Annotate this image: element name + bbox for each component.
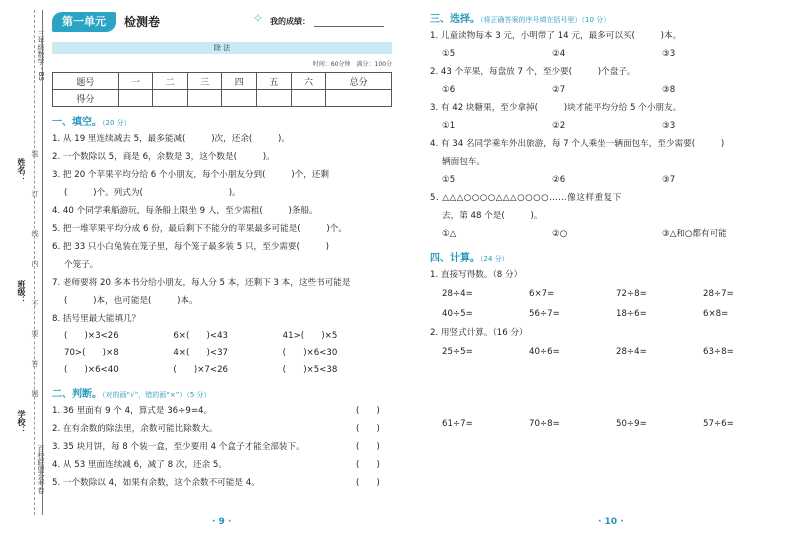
score-table [52,72,392,107]
calc-item: 56÷7= [529,309,560,319]
score-table-row [53,90,392,107]
work-space[interactable] [430,362,790,414]
option[interactable]: ②4 [552,49,566,59]
answer-paren[interactable]: ( ) [356,478,380,488]
fill-row [52,328,392,345]
option[interactable]: ③3 [662,121,676,131]
calc-item: 72÷8= [616,289,647,299]
strip-symbol: 不 [31,300,39,307]
option[interactable]: ③△和○都有可能 [662,229,727,239]
fill-item: ( )×7<26 [173,365,229,375]
calc-item: 18÷6= [616,309,647,319]
question-cont: 个笼子。 [64,260,99,270]
subsection-title: 2. 用竖式计算。（16 分） [430,328,528,338]
unit-badge: 第一单元 [52,12,116,32]
options [430,45,790,63]
judge-question [52,402,392,420]
grade-label: 三年级数学 · BS [37,30,45,81]
table-cell: 得分 [53,90,119,107]
fill-row [52,345,392,362]
question: 1. 儿童读物每本 3 元，小明带了 14 元，最多可以买( )本。 [430,31,682,41]
calc-item: 28÷4= [442,289,473,299]
question: 3. 有 42 块糖果，至少拿掉( )块才能平均分给 5 个小朋友。 [430,103,682,113]
calc-row [430,304,790,324]
fill-item: ( )×5<38 [282,365,338,375]
section-title: 四、计算。 [430,253,480,264]
question: 4. 有 34 名同学乘车外出旅游，每 7 个人乘坐一辆面包车，至少需要( ) [430,139,725,149]
option[interactable]: ③7 [662,175,676,185]
test-header [52,8,392,38]
fill-row [52,362,392,379]
topic-bar: 除 法 [52,42,392,54]
section-subtitle: （对的画“√”，错的画“×”）（5 分） [102,391,211,399]
strip-symbol: 内 [31,260,39,267]
question: 1. 从 19 里连续减去 5，最多能减( )次，还余( )。 [52,134,291,144]
strip-symbol: 题 [31,390,39,397]
page-number: · 9 · [212,517,232,527]
table-cell: 题号 [53,73,119,90]
table-cell: 总分 [326,73,392,90]
options [430,225,790,243]
option[interactable]: ①5 [442,175,456,185]
fill-item: 70>( )×8 [64,348,119,358]
calc-item: 6×7= [529,289,555,299]
calc-item: 57÷6= [703,419,734,429]
score-cell[interactable] [153,90,188,107]
strip-symbol: 线 [31,230,39,237]
option[interactable]: ①5 [442,49,456,59]
section-title: 一、填空。 [52,117,102,128]
margin-line [42,10,43,515]
subsection-title: 1. 直接写得数。（8 分） [430,270,523,280]
question-text: 4. 从 53 里面连续减 6，减了 8 次，还余 5。 [52,460,227,470]
score-cell[interactable] [222,90,257,107]
calc-item: 40÷5= [442,309,473,319]
answer-paren[interactable]: ( ) [356,424,380,434]
judge-question [52,456,392,474]
fill-item: ( )×6<30 [282,348,338,358]
option[interactable]: ①6 [442,85,456,95]
options [430,81,790,99]
section-subtitle: （20 分） [102,119,131,127]
question: 4. 40 个同学乘船游玩，每条船上限坐 9 人，至少需租( )条船。 [52,206,318,216]
table-cell: 一 [118,73,153,90]
options [430,171,790,189]
calc-row [430,342,790,362]
question-cont: ( )个。列式为( )。 [64,188,241,198]
section-fill [52,113,392,128]
calc-item: 25÷5= [442,347,473,357]
question: 7. 老师要将 20 多本书分给小朋友，每人分 5 本，还剩下 3 本，这些书可能是 [52,278,351,288]
table-cell: 二 [153,73,188,90]
score-input[interactable] [314,26,384,27]
calc-item: 63÷8= [703,347,734,357]
table-cell: 四 [222,73,257,90]
strip-symbol: 答 [31,360,39,367]
right-content [430,8,790,434]
score-label: 我的成绩： [270,17,310,26]
option[interactable]: ②7 [552,85,566,95]
question: 2. 一个数除以 5，商是 6，余数是 3，这个数是( )。 [52,152,275,162]
judge-question [52,474,392,492]
score-table-header [53,73,392,90]
option[interactable]: ①△ [442,229,457,239]
fill-item: ( )×3<26 [64,331,119,341]
table-cell: 六 [291,73,326,90]
option[interactable]: ②6 [552,175,566,185]
question-text: 5. 一个数除以 4，如果有余数，这个余数不可能是 4。 [52,478,260,488]
judge-question [52,420,392,438]
fill-item: ( )×6<40 [64,365,119,375]
option[interactable]: ③3 [662,49,676,59]
question: 3. 把 20 个苹果平均分给 6 个小朋友，每个小朋友分到( )个，还剩 [52,170,329,180]
question: 6. 把 33 只小白兔装在笼子里，每个笼子最多装 5 只，至少需要( ) [52,242,329,252]
options [430,117,790,135]
right-page [410,0,800,535]
calc-item: 61÷7= [442,419,473,429]
calc-row [430,414,790,434]
calc-item: 28÷7= [703,289,734,299]
fill-item: 41>( )×5 [282,331,338,341]
calc-row [430,284,790,304]
fill-item: 6×( )<43 [173,331,229,341]
section-choice [430,10,790,25]
test-title: 检测卷 [124,15,161,29]
section-subtitle: （24 分） [480,255,509,263]
calc-item: 40÷6= [529,347,560,357]
binding-strip [8,10,44,515]
page-number: · 10 · [598,517,624,527]
question-text: 1. 36 里面有 9 个 4，算式是 36÷9=4。 [52,406,213,416]
section-subtitle: （将正确答案的序号填在括号里）（10 分） [480,16,611,24]
fill-item: 4×( )<37 [173,348,229,358]
table-cell: 三 [187,73,222,90]
calc-item: 6×8= [703,309,729,319]
question-text: 3. 35 块月饼，每 8 个装一盒，至少要用 4 个盒子才能全部装下。 [52,442,305,452]
strip-symbol: 订 [31,190,39,197]
time-info: 时间：60分钟 满分：100分 [312,61,392,68]
calc-item: 28÷4= [616,347,647,357]
option[interactable]: ②2 [552,121,566,131]
question-cont: 去，第 48 个是( )。 [442,211,543,221]
option[interactable]: ②○ [552,229,568,239]
brand-label: 百校联盟金考卷 [37,445,45,494]
answer-paren[interactable]: ( ) [356,406,380,416]
school-label: 学校： [17,410,26,434]
section-title: 二、判断。 [52,389,102,400]
answer-paren[interactable]: ( ) [356,460,380,470]
calc-item: 70÷8= [529,419,560,429]
left-content [52,8,392,492]
star-icon: ✧ [252,11,264,27]
question: 5. △△△○○○○△△△○○○○……像这样重复下 [430,193,622,203]
class-label: 班级： [17,280,26,304]
score-cell[interactable] [326,90,392,107]
name-label: 姓名： [17,158,26,182]
question: 2. 43 个苹果，每盘放 7 个，至少要( )个盘子。 [430,67,636,77]
question: 5. 把一堆苹果平均分成 6 份，最后剩下不能分的苹果最多可能是( )个。 [52,224,347,234]
question-text: 2. 在有余数的除法里，余数可能比除数大。 [52,424,218,434]
option[interactable]: ③8 [662,85,676,95]
section-title: 三、选择。 [430,14,480,25]
answer-paren[interactable]: ( ) [356,442,380,452]
question-cont: ( )本，也可能是( )本。 [64,296,198,306]
strip-symbol: 装 [31,150,39,157]
strip-symbol: 要 [31,330,39,337]
score-cell[interactable] [257,90,292,107]
section-judge [52,385,392,400]
judge-question [52,438,392,456]
calc-item: 50÷9= [616,419,647,429]
question: 8. 括号里最大能填几？ [52,314,141,324]
score-cell[interactable] [118,90,153,107]
score-cell[interactable] [291,90,326,107]
score-cell[interactable] [187,90,222,107]
question-cont: 辆面包车。 [442,157,485,167]
table-cell: 五 [257,73,292,90]
option[interactable]: ①1 [442,121,456,131]
section-calc [430,249,790,264]
